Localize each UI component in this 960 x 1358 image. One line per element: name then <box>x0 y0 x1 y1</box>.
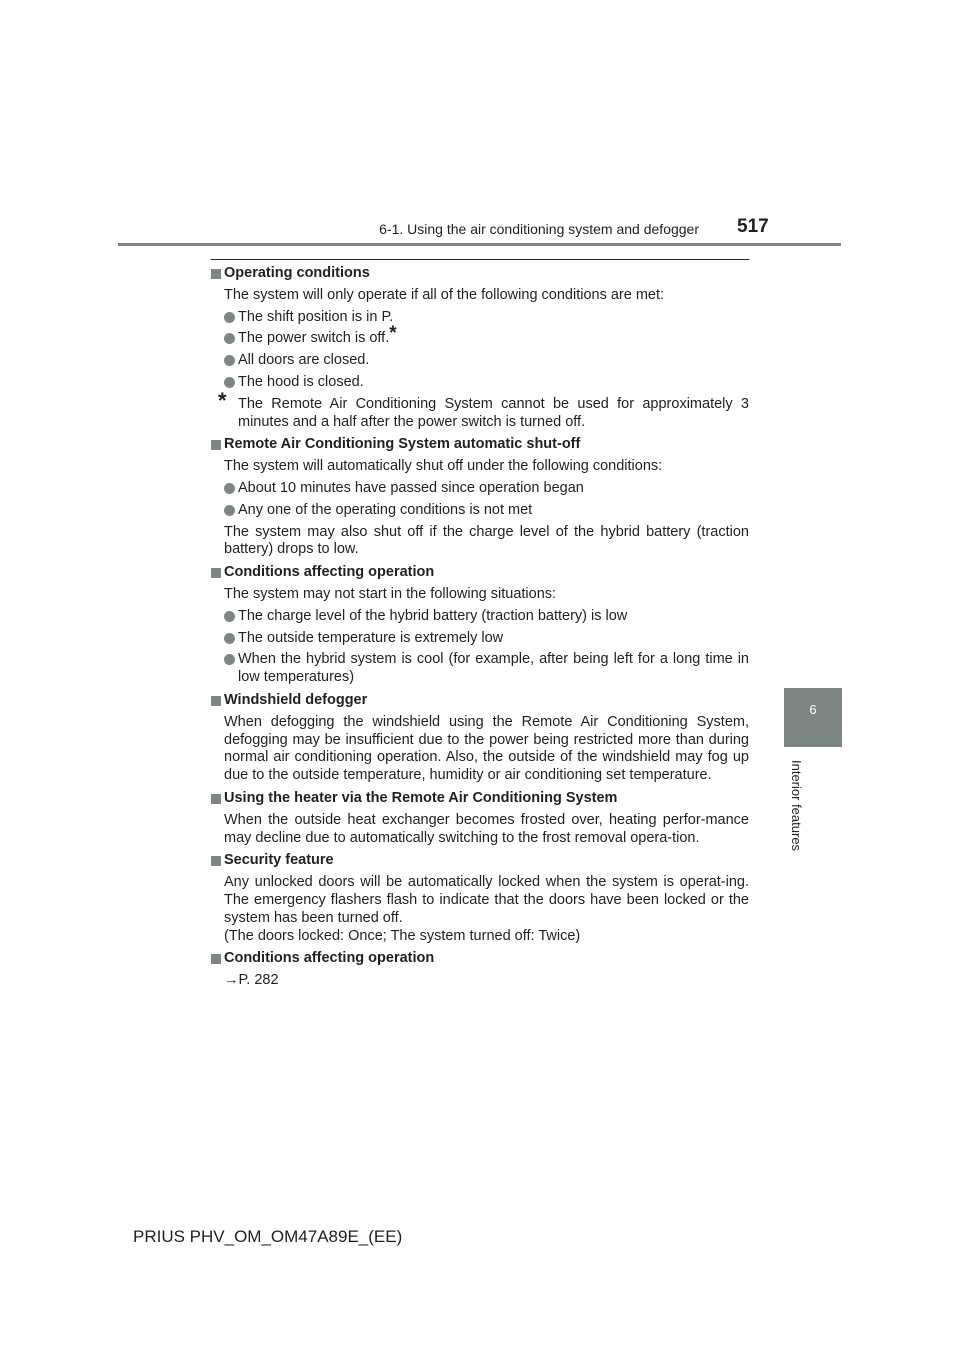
section-conditions-affecting <box>211 564 749 687</box>
footnote-marker: * <box>218 387 227 413</box>
section-intro: The system will automatically shut off under the following conditions: <box>224 458 663 475</box>
content-rule <box>211 259 749 260</box>
square-bullet-icon <box>211 954 221 964</box>
chapter-tab[interactable] <box>784 688 842 747</box>
section-intro: The system will only operate if all of the following conditions are met: <box>224 286 665 303</box>
list-item: The charge level of the hybrid battery (traction battery) is low <box>224 608 749 626</box>
list-item: The outside temperature is extremely low <box>224 630 749 648</box>
section-heading: Security feature <box>224 852 749 870</box>
list-item: Any one of the operating conditions is not met <box>224 502 749 520</box>
circle-bullet-icon <box>224 483 235 494</box>
list-item: All doors are closed. <box>224 352 749 370</box>
circle-bullet-icon <box>224 654 235 665</box>
square-bullet-icon <box>211 856 221 866</box>
section-intro: The system may not start in the following situations: <box>224 585 557 602</box>
section-body: When the outside heat exchanger becomes frosted over, heating perfor-mance may decline due to automatically switching to the frost removal opera-tion. <box>224 811 749 846</box>
section-operating-conditions <box>211 265 749 431</box>
section-heading: Remote Air Conditioning System automatic shut-off <box>224 436 749 454</box>
content-column <box>211 265 749 995</box>
section-heater <box>211 790 749 847</box>
footnote-text: The Remote Air Conditioning System cannot be used for approximately 3 minutes and a half after the power switch is turned off. <box>238 395 749 430</box>
page-number: 517 <box>737 216 769 237</box>
chapter-number: 6 <box>809 702 817 717</box>
list-item: The hood is closed. <box>224 374 749 392</box>
section-heading: Windshield defogger <box>224 692 749 710</box>
circle-bullet-icon <box>224 633 235 644</box>
square-bullet-icon <box>211 696 221 706</box>
square-bullet-icon <box>211 269 221 279</box>
list-item: The shift position is in P. <box>224 309 749 327</box>
section-body: Any unlocked doors will be automatically locked when the system is operat-ing. The emergency flashers flash to indicate that the doors have been locked or the system has been turned off. <box>224 874 749 926</box>
square-bullet-icon <box>211 440 221 450</box>
section-body-2: (The doors locked: Once; The system turned off: Twice) <box>224 927 581 944</box>
section-outro: The system may also shut off if the charge level of the hybrid battery (traction battery) drops to low. <box>224 523 749 558</box>
footnote <box>218 387 749 432</box>
section-heading: Conditions affecting operation <box>224 950 749 968</box>
square-bullet-icon <box>211 568 221 578</box>
page-reference-link[interactable]: →P. 282 <box>224 972 279 989</box>
circle-bullet-icon <box>224 505 235 516</box>
list-item: About 10 minutes have passed since operation began <box>224 480 749 498</box>
header-rule <box>118 243 841 246</box>
section-conditions-ref <box>211 950 749 990</box>
circle-bullet-icon <box>224 355 235 366</box>
circle-bullet-icon <box>224 611 235 622</box>
square-bullet-icon <box>211 794 221 804</box>
footnote-asterisk: * <box>389 323 397 345</box>
chapter-label-wrap <box>786 760 806 860</box>
section-heading: Conditions affecting operation <box>224 564 749 582</box>
chapter-label: Interior features <box>789 760 804 852</box>
section-body: When defogging the windshield using the Remote Air Conditioning System, defogging may be insufficient due to the power being restricted more than during normal air conditioning operation. Also, the outside of the windshield may fog up due to the outside temperature, humidity or air conditioning set temperature. <box>224 713 749 784</box>
section-auto-shutoff <box>211 436 749 559</box>
circle-bullet-icon <box>224 333 235 344</box>
section-windshield-defogger <box>211 692 749 785</box>
list-item: The power switch is off.* <box>224 330 749 348</box>
section-title: 6-1. Using the air conditioning system and defogger <box>379 221 699 237</box>
section-security-feature <box>211 852 749 945</box>
circle-bullet-icon <box>224 312 235 323</box>
section-heading: Operating conditions <box>224 265 749 283</box>
circle-bullet-icon <box>224 377 235 388</box>
section-heading: Using the heater via the Remote Air Conditioning System <box>224 790 749 808</box>
document-code: PRIUS PHV_OM_OM47A89E_(EE) <box>133 1227 403 1246</box>
list-item: When the hybrid system is cool (for example, after being left for a long time in low temperatures) <box>224 651 749 687</box>
